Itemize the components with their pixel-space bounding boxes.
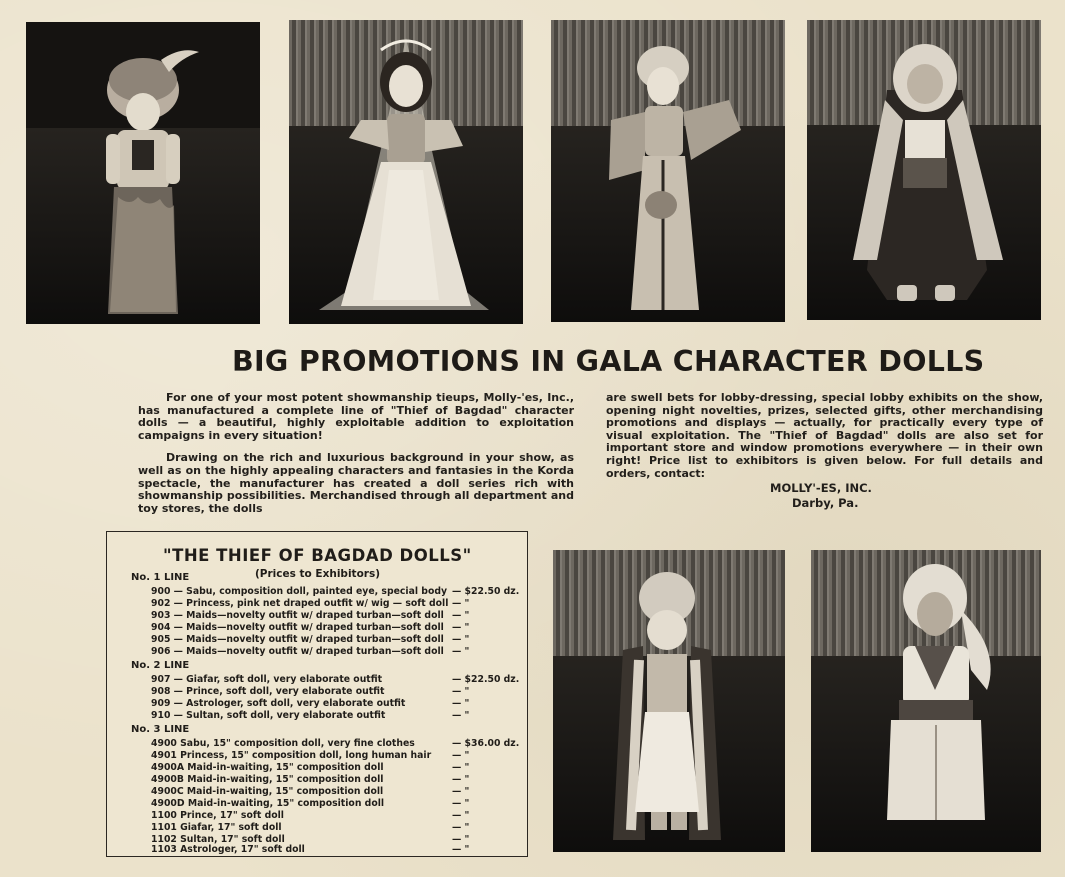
price-value: — " [452, 646, 470, 657]
price-item: 910 — Sultan, soft doll, very elaborate outfit [151, 710, 386, 721]
photo-prince-doll [553, 550, 785, 852]
price-item: 4900A Maid-in-waiting, 15" composition doll [151, 762, 384, 773]
doll-figure [289, 20, 523, 324]
price-value: — " [452, 822, 470, 833]
price-list-subtitle: (Prices to Exhibitors) [255, 568, 381, 580]
price-value: — " [452, 774, 470, 785]
price-item: 903 — Maids—novelty outfit w/ draped turban—soft doll [151, 610, 444, 621]
contact-company: MOLLY'-ES, INC. [770, 481, 872, 495]
doll-figure [553, 550, 785, 852]
paragraph-2: Drawing on the rich and luxurious background in your show, as well as on the highly appealing characters and fantasies in the Korda spectacle, the manufacturer has created a doll series rich with showmanship possibilities. Merchandised through all department and toy stores, the dolls [138, 451, 574, 515]
photo-sabu-doll [26, 22, 260, 324]
doll-figure [551, 20, 785, 322]
price-item: 4900B Maid-in-waiting, 15" composition doll [151, 774, 384, 785]
photo-astrologer-doll [807, 20, 1041, 320]
doll-figure [811, 550, 1041, 852]
price-value: — $36.00 dz. [452, 738, 520, 749]
price-value: — " [452, 834, 470, 845]
price-list-title: "THE THIEF OF BAGDAD DOLLS" [163, 546, 472, 565]
photo-maid-doll [551, 20, 785, 322]
headline: BIG PROMOTIONS IN GALA CHARACTER DOLLS [232, 345, 985, 378]
price-value: — $22.50 dz. [452, 674, 520, 685]
price-value: — " [452, 634, 470, 645]
paragraph-3: are swell bets for lobby-dressing, special lobby exhibits on the show, opening night novelties, prizes, selected gifts, other merchandising promotions and displays — actually, for practically every type of visual exploitation. The "Thief of Bagdad" dolls are also set for important store and window promotions everywhere — in their own right! Price list to exhibitors is given below. For full details and orders, contact: [606, 391, 1043, 480]
price-item: 1102 Sultan, 17" soft doll [151, 834, 285, 845]
price-item: 900 — Sabu, composition doll, painted eye, special body [151, 586, 448, 597]
line-2-header: No. 2 LINE [131, 660, 190, 671]
price-value: — " [452, 750, 470, 761]
price-value: — " [452, 710, 470, 721]
photo-princess-doll [289, 20, 523, 324]
price-item: 4900C Maid-in-waiting, 15" composition doll [151, 786, 384, 797]
price-value: — " [452, 686, 470, 697]
body-column-right [606, 392, 1043, 480]
price-value: — " [452, 610, 470, 621]
price-item: 906 — Maids—novelty outfit w/ draped turban—soft doll [151, 646, 444, 657]
price-value: — $22.50 dz. [452, 586, 520, 597]
price-item: 902 — Princess, pink net draped outfit w/ wig — soft doll [151, 598, 449, 609]
price-value: — " [452, 622, 470, 633]
contact-city: Darby, Pa. [792, 496, 859, 510]
price-value: — " [452, 844, 470, 855]
price-item: 909 — Astrologer, soft doll, very elaborate outfit [151, 698, 406, 709]
price-value: — " [452, 798, 470, 809]
line-1-header: No. 1 LINE [131, 572, 190, 583]
body-column-left [138, 392, 574, 515]
doll-figure [807, 20, 1041, 320]
paragraph-1: For one of your most potent showmanship tieups, Molly-'es, Inc., has manufactured a complete line of "Thief of Bagdad" character dolls — a beautiful, highly exploitable addition to exploitation campaigns in every situation! [138, 391, 574, 442]
price-value: — " [452, 598, 470, 609]
price-value: — " [452, 810, 470, 821]
price-item: 4900D Maid-in-waiting, 15" composition doll [151, 798, 385, 809]
price-item: 4900 Sabu, 15" composition doll, very fine clothes [151, 738, 415, 749]
price-item: 1103 Astrologer, 17" soft doll [151, 844, 305, 855]
price-value: — " [452, 762, 470, 773]
price-item: 904 — Maids—novelty outfit w/ draped turban—soft doll [151, 622, 444, 633]
price-item: 908 — Prince, soft doll, very elaborate outfit [151, 686, 385, 697]
price-item: 1100 Prince, 17" soft doll [151, 810, 284, 821]
photo-sultan-doll [811, 550, 1041, 852]
price-item: 4901 Princess, 15" composition doll, long human hair [151, 750, 432, 761]
price-value: — " [452, 786, 470, 797]
price-item: 907 — Giafar, soft doll, very elaborate outfit [151, 674, 383, 685]
price-list-box [106, 531, 528, 857]
price-value: — " [452, 698, 470, 709]
doll-figure [26, 22, 260, 324]
price-item: 905 — Maids—novelty outfit w/ draped turban—soft doll [151, 634, 444, 645]
line-3-header: No. 3 LINE [131, 724, 190, 735]
price-item: 1101 Giafar, 17" soft doll [151, 822, 282, 833]
